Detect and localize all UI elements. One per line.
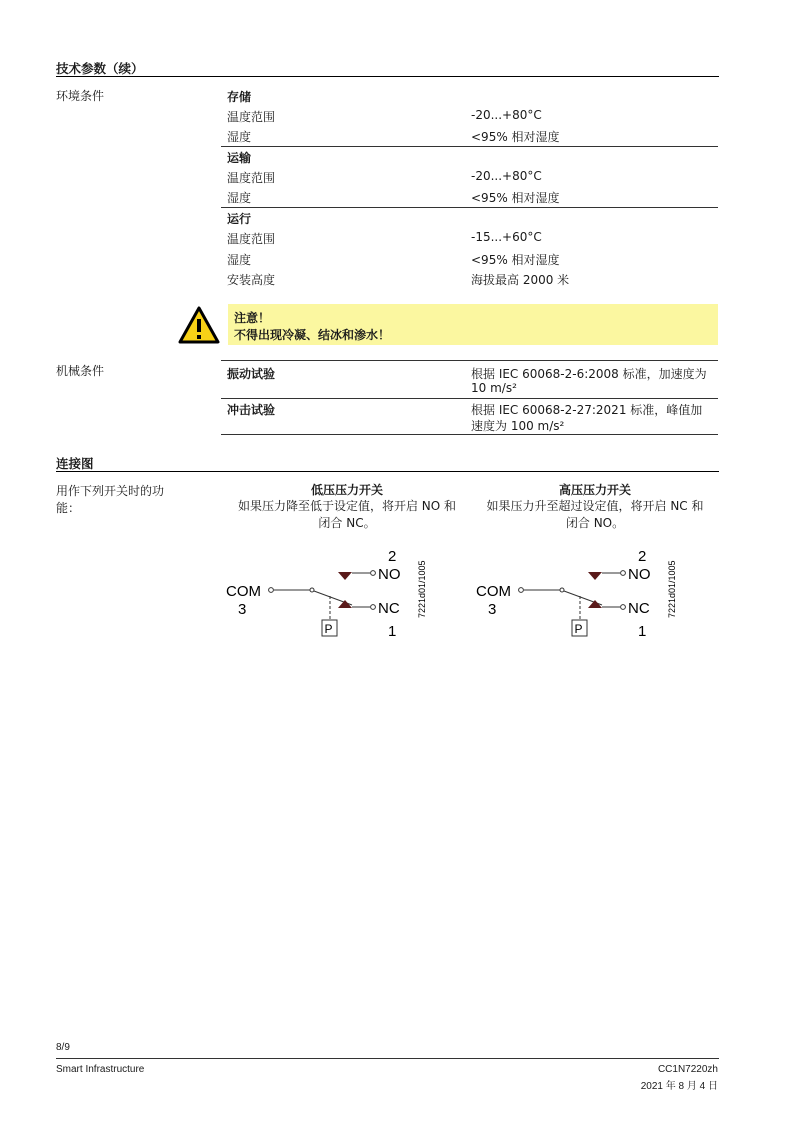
low-switch-desc: 闭合 NC。: [318, 516, 376, 530]
no-terminal-icon: [621, 571, 626, 576]
wiring-label: 能：: [56, 501, 81, 515]
nc-terminal-number: 1: [388, 623, 397, 640]
diagram-code: 7221d01/1005: [667, 560, 677, 618]
row-value: -15...+60°C: [471, 230, 542, 244]
warning-title: 注意！: [234, 311, 271, 325]
com-terminal-label: COM: [476, 583, 511, 600]
wiring-label: 用作下列开关时的功: [56, 484, 165, 498]
row-value: 10 m/s²: [471, 381, 517, 395]
com-terminal-icon: [269, 588, 274, 593]
row-value: 根据 IEC 60068-2-27:2021 标准，峰值加: [471, 403, 703, 417]
nc-terminal-label: NC: [628, 600, 650, 617]
wiring-rule: [56, 471, 719, 472]
row-name-shock: 冲击试验: [227, 403, 276, 417]
row-value: <95% 相对湿度: [471, 191, 560, 205]
warning-triangle-icon: [178, 306, 220, 344]
com-terminal-label: COM: [226, 583, 261, 600]
no-terminal-label: NO: [378, 566, 401, 583]
low-switch-title: 低压压力开关: [310, 483, 383, 497]
pressure-label: P: [574, 622, 583, 636]
no-terminal-icon: [371, 571, 376, 576]
group-title-operation: 运行: [227, 212, 252, 226]
row-value: <95% 相对湿度: [471, 253, 560, 267]
footer-company: Smart Infrastructure: [56, 1064, 145, 1075]
group-divider: [221, 146, 718, 147]
group-title-storage: 存储: [227, 90, 252, 104]
page-number: 8/9: [56, 1042, 70, 1053]
high-switch-title: 高压压力开关: [558, 483, 631, 497]
diagram-code: 7221d01/1005: [417, 560, 427, 618]
no-terminal-label: NO: [628, 566, 651, 583]
row-name: 温度范围: [227, 171, 276, 185]
row-name: 湿度: [227, 130, 252, 144]
low-switch-desc: 如果压力降至低于设定值，将开启 NO 和: [237, 499, 457, 513]
row-name-vibration: 振动试验: [227, 367, 276, 381]
group-divider: [221, 207, 718, 208]
no-contact-marker: [588, 572, 602, 580]
section-title-wiring: 连接图: [56, 456, 94, 471]
nc-terminal-number: 1: [638, 623, 647, 640]
no-contact-marker: [338, 572, 352, 580]
row-value: 根据 IEC 60068-2-6:2008 标准，加速度为: [471, 367, 707, 381]
row-value: -20...+80°C: [471, 108, 542, 122]
row-name: 温度范围: [227, 110, 276, 124]
warning-text: 不得出现冷凝、结冰和渗水！: [234, 328, 391, 342]
mechanical-label: 机械条件: [56, 364, 105, 378]
group-title-transport: 运输: [227, 151, 252, 165]
high-switch-diagram: [470, 540, 690, 640]
footer-date: 2021 年 8 月 4 日: [640, 1081, 718, 1092]
nc-terminal-icon: [371, 605, 376, 610]
nc-terminal-label: NC: [378, 600, 400, 617]
high-switch-desc: 如果压力升至超过设定值，将开启 NC 和: [486, 499, 704, 513]
com-terminal-number: 3: [238, 601, 247, 618]
mechanical-top-rule: [221, 360, 718, 361]
low-switch-diagram: [220, 540, 440, 640]
mechanical-divider: [221, 398, 718, 399]
header-rule: [56, 76, 719, 77]
row-value: 速度为 100 m/s²: [471, 419, 565, 433]
row-name: 温度范围: [227, 232, 276, 246]
no-terminal-number: 2: [388, 548, 397, 565]
nc-terminal-icon: [621, 605, 626, 610]
footer-rule: [56, 1058, 719, 1059]
footer-doc-id: CC1N7220zh: [657, 1064, 718, 1075]
row-name: 湿度: [227, 253, 252, 267]
pressure-label: P: [324, 622, 333, 636]
section-title-tech-params: 技术参数（续）: [56, 61, 144, 76]
com-terminal-icon: [519, 588, 524, 593]
mechanical-bottom-rule: [221, 434, 718, 435]
com-terminal-number: 3: [488, 601, 497, 618]
environment-label: 环境条件: [56, 89, 105, 103]
row-value: <95% 相对湿度: [471, 130, 560, 144]
row-name: 安装高度: [227, 273, 276, 287]
high-switch-desc: 闭合 NO。: [565, 516, 625, 530]
row-name: 湿度: [227, 191, 252, 205]
row-value: -20...+80°C: [471, 169, 542, 183]
row-value: 海拔最高 2000 米: [471, 273, 570, 287]
no-terminal-number: 2: [638, 548, 647, 565]
